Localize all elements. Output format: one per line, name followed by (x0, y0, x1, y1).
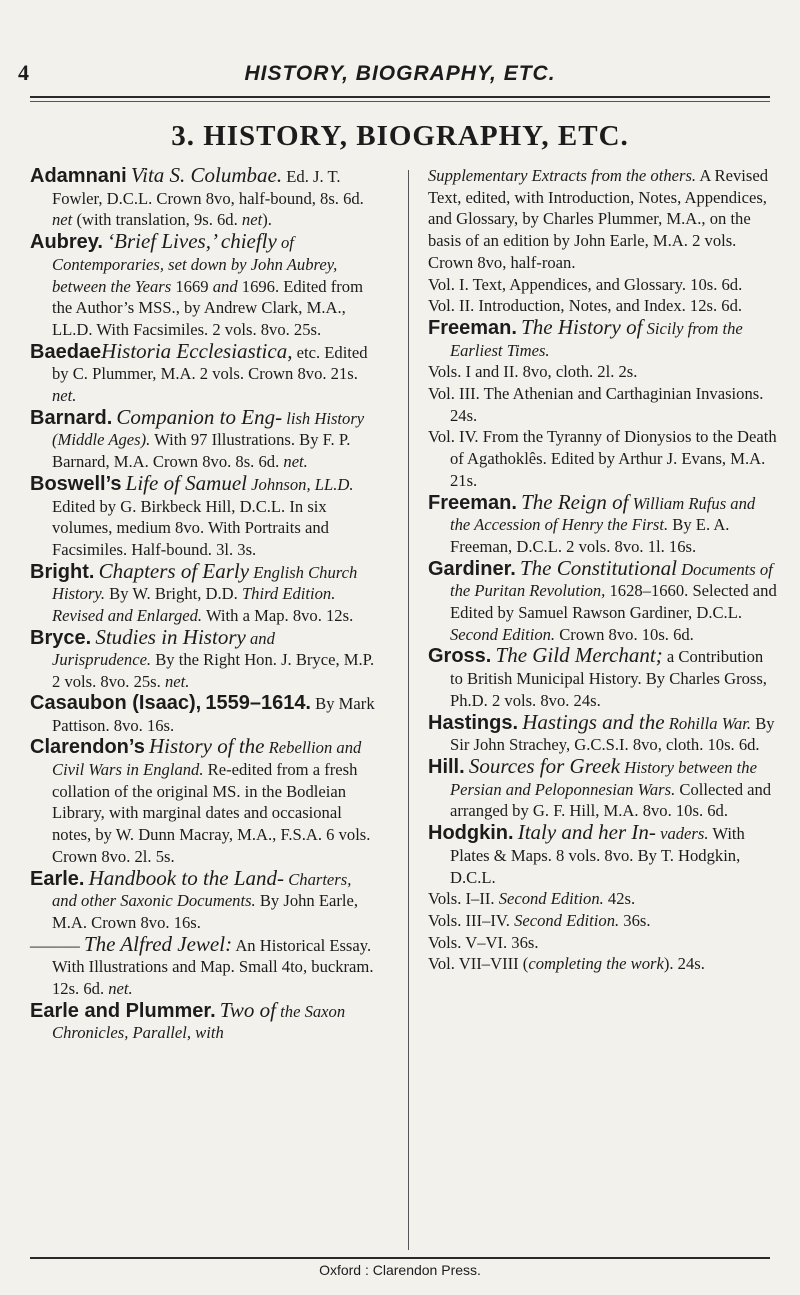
entry-earle-plummer: Earle and Plummer. Two of the Saxon Chronicles, Parallel, with (30, 997, 346, 1043)
entry-freeman-rufus: Freeman. The Reign of William Rufus and the Accession of Henry the First. By E. A. Freeman, D.C.L. 2 vols. 8vo. 1l. 16s. (428, 489, 756, 556)
entry-aubrey: Aubrey. ‘Brief Lives,’ chiefly of Contemporaries, set down by John Aubrey, between the Years 1669 and 1696. Edited from the Author’s MSS., by Andrew Clark, M.A., LL.D. With Facsimiles. 2 vols. 8vo. 25s. (30, 229, 363, 339)
volume-line: Vols. III–IV. Second Edition. 36s. (428, 910, 651, 930)
header-rule-thin (30, 101, 770, 102)
section-title: 3. HISTORY, BIOGRAPHY, ETC. (171, 120, 629, 152)
left-column (30, 165, 376, 1044)
entry-freeman-sicily: Freeman. The History of Sicily from the Earliest Times. (428, 314, 743, 360)
entry-casaubon: Casaubon (Isaac), 1559–1614. By Mark Pattison. 8vo. 16s. (30, 691, 375, 735)
entry-earle-alfred-jewel: ——— The Alfred Jewel: An Historical Essay. With Illustrations and Map. Small 4to, buckram. 12s. 6d. net. (30, 931, 374, 999)
entry-adamnani: Adamnani Vita S. Columbae. Ed. J. T. Fowler, D.C.L. Crown 8vo, half-bound, 8s. 6d. net (with translation, 9s. 6d. net). (30, 163, 364, 230)
volume-line: Vol. IV. From the Tyranny of Dionysios to the Death of Agathoklês. Edited by Arthur J. Evans, M.A. 21s. (428, 427, 777, 490)
entry-earle-plummer-continued: Supplementary Extracts from the others. A Revised Text, edited, with Introduction, Notes, Appendices, and Glossary, by Charles Plummer, M.A., on the basis of an edition by John Earle, M.A. 2 vols. Crown 8vo, half-roan. (428, 166, 768, 272)
footer-rule (30, 1257, 770, 1259)
column-divider (408, 170, 409, 1250)
volume-line: Vol. II. Introduction, Notes, and Index. 12s. 6d. (428, 296, 743, 316)
volume-line: Vols. I–II. Second Edition. 42s. (428, 889, 636, 909)
right-column (428, 165, 778, 975)
volume-line: Vol. III. The Athenian and Carthaginian Invasions. 24s. (428, 384, 764, 425)
volume-line: Vol. I. Text, Appendices, and Glossary. 10s. 6d. (428, 274, 743, 294)
running-title: HISTORY, BIOGRAPHY, ETC. (244, 62, 556, 85)
entry-hastings: Hastings. Hastings and the Rohilla War. By Sir John Strachey, G.C.S.I. 8vo, cloth. 10s. 6d. (428, 709, 775, 755)
entry-clarendon: Clarendon’s History of the Rebellion and Civil Wars in England. Re-edited from a fresh collation of the original MS. in the Bodleian Library, with marginal dates and occasional notes, by W. Dunn Macray, M.A., F.S.A. 6 vols. Crown 8vo. 2l. 5s. (30, 734, 371, 866)
volume-line: Vols. I and II. 8vo, cloth. 2l. 2s. (428, 362, 638, 382)
entry-hill: Hill. Sources for Greek History between the Persian and Peloponnesian Wars. Collected and arranged by G. F. Hill, M.A. 8vo. 10s. 6d. (428, 753, 772, 821)
entry-gardiner: Gardiner. The Constitutional Documents of the Puritan Revolution, 1628–1660. Selected and Edited by Samuel Rawson Gardiner, D.C.L. Second Edition. Crown 8vo. 10s. 6d. (428, 555, 777, 644)
entry-bright: Bright. Chapters of Early English Church History. By W. Bright, D.D. Third Edition. Revised and Enlarged. With a Map. 8vo. 12s. (30, 558, 358, 626)
header-rule (30, 96, 770, 98)
publisher-footer: Oxford : Clarendon Press. (319, 1262, 481, 1278)
page-number: 4 (18, 60, 29, 85)
entry-gross: Gross. The Gild Merchant; a Contribution to British Municipal History. By Charles Gross, Ph.D. 2 vols. 8vo. 24s. (428, 643, 767, 710)
entry-baedae: BaedaeHistoria Ecclesiastica, etc. Edited by C. Plummer, M.A. 2 vols. Crown 8vo. 21s. net. (30, 338, 368, 406)
entry-hodgkin: Hodgkin. Italy and her In- vaders. With Plates & Maps. 8 vols. 8vo. By T. Hodgkin, D.C.L. (428, 820, 745, 887)
volume-line: Vol. VII–VIII (completing the work). 24s. (428, 954, 705, 974)
entry-earle: Earle. Handbook to the Land- Charters, and other Saxonic Documents. By John Earle, M.A. Crown 8vo. 16s. (30, 865, 359, 932)
volume-line: Vols. V–VI. 36s. (428, 932, 539, 952)
entry-boswell: Boswell’s Life of Samuel Johnson, LL.D. Edited by G. Birkbeck Hill, D.C.L. In six volumes, medium 8vo. With Portraits and Facsimiles. Half-bound. 3l. 3s. (30, 470, 354, 559)
entry-bryce: Bryce. Studies in History and Jurisprudence. By the Right Hon. J. Bryce, M.P. 2 vols. 8vo. 25s. net. (30, 624, 375, 692)
entry-barnard: Barnard. Companion to Eng- lish History (Middle Ages). With 97 Illustrations. By F. P. Barnard, M.A. Crown 8vo. 8s. 6d. net. (30, 404, 365, 472)
